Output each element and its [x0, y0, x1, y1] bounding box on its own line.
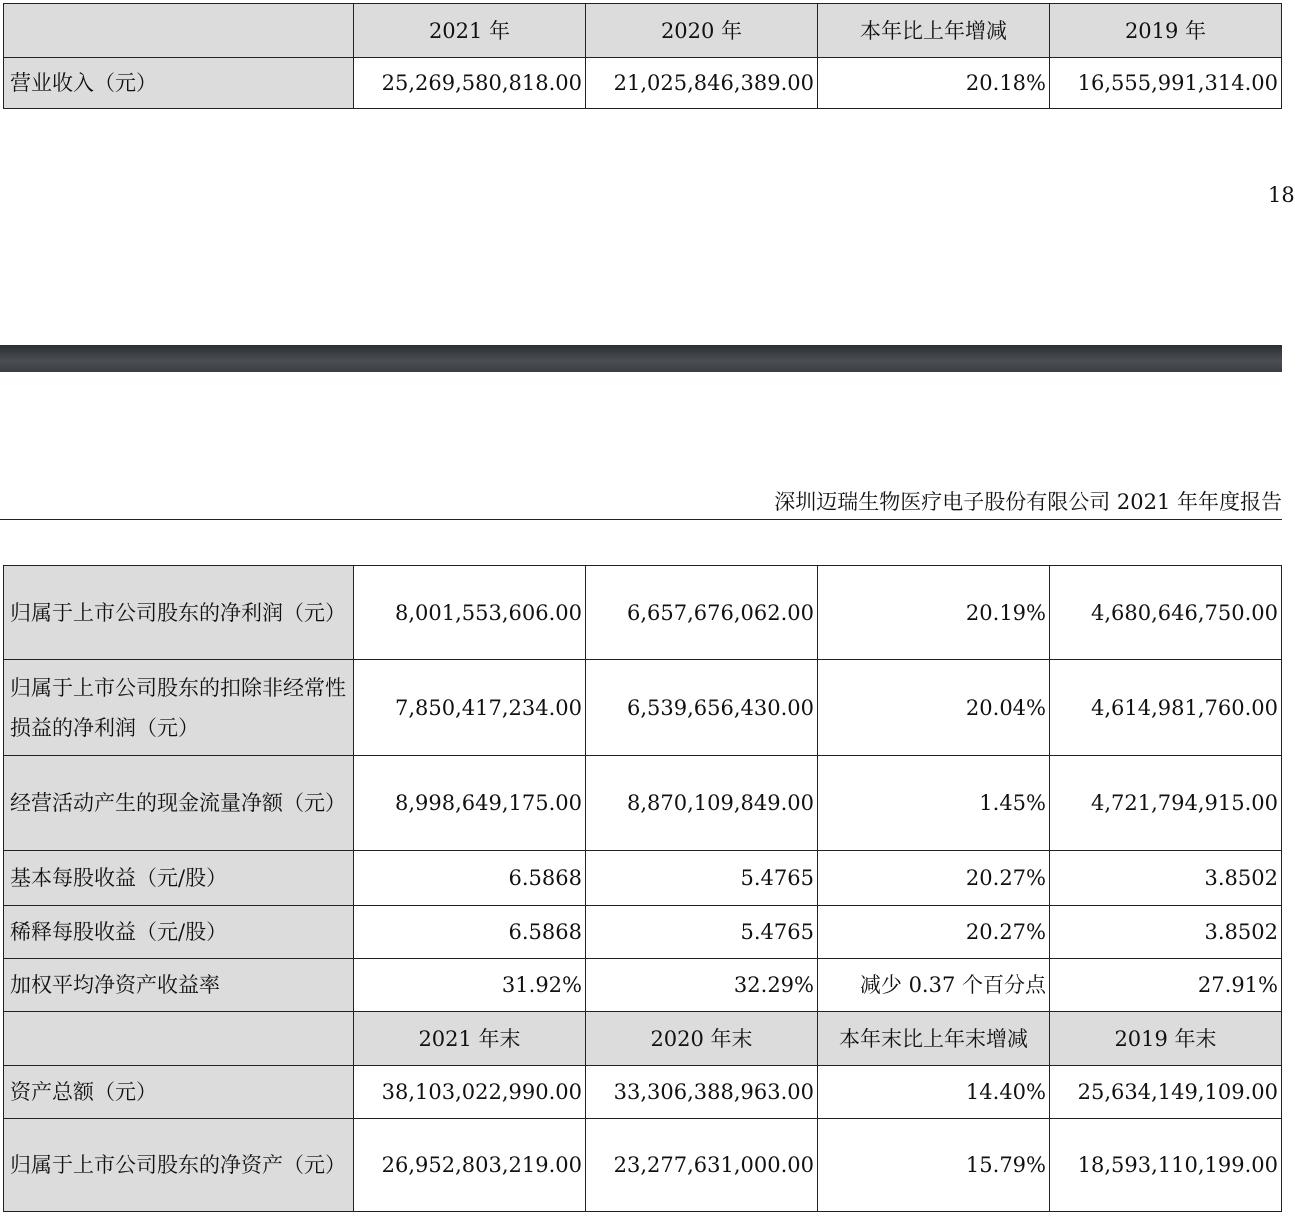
value-2020: 21,025,846,389.00 — [586, 58, 818, 109]
value-2021: 6.5868 — [354, 906, 586, 959]
value-2019: 16,555,991,314.00 — [1050, 58, 1282, 109]
value-2021: 38,103,022,990.00 — [354, 1066, 586, 1119]
value-2021: 8,001,553,606.00 — [354, 566, 586, 660]
header-2019: 2019 年 — [1050, 4, 1282, 58]
value-2020: 5.4765 — [586, 851, 818, 906]
row-label: 归属于上市公司股东的净资产（元） — [4, 1119, 354, 1212]
value-change: 1.45% — [818, 756, 1050, 851]
header-2021: 2021 年 — [354, 4, 586, 58]
value-change: 20.27% — [818, 906, 1050, 959]
value-2020: 33,306,388,963.00 — [586, 1066, 818, 1119]
row-label: 基本每股收益（元/股） — [4, 851, 354, 906]
value-change: 20.04% — [818, 660, 1050, 756]
table-row — [4, 566, 1282, 660]
row-label: 营业收入（元） — [4, 58, 354, 109]
header-2020-end: 2020 年末 — [586, 1012, 818, 1066]
value-2019: 4,614,981,760.00 — [1050, 660, 1282, 756]
value-2020: 5.4765 — [586, 906, 818, 959]
header-change: 本年比上年增减 — [818, 4, 1050, 58]
value-2020: 8,870,109,849.00 — [586, 756, 818, 851]
value-2021: 26,952,803,219.00 — [354, 1119, 586, 1212]
value-2020: 32.29% — [586, 959, 818, 1012]
value-change: 15.79% — [818, 1119, 1050, 1212]
financial-indicators-table — [3, 565, 1282, 1212]
value-2019: 4,680,646,750.00 — [1050, 566, 1282, 660]
table-row — [4, 1119, 1282, 1212]
value-2021: 31.92% — [354, 959, 586, 1012]
table-row — [4, 851, 1282, 906]
value-change: 20.27% — [818, 851, 1050, 906]
page-number: 18 — [1268, 183, 1295, 207]
row-label: 稀释每股收益（元/股） — [4, 906, 354, 959]
value-2019: 4,721,794,915.00 — [1050, 756, 1282, 851]
table-header-row — [4, 4, 1282, 58]
value-change: 20.19% — [818, 566, 1050, 660]
value-2020: 6,539,656,430.00 — [586, 660, 818, 756]
value-2020: 6,657,676,062.00 — [586, 566, 818, 660]
value-change: 减少 0.37 个百分点 — [818, 959, 1050, 1012]
value-2019: 27.91% — [1050, 959, 1282, 1012]
value-change: 20.18% — [818, 58, 1050, 109]
revenue-table — [3, 3, 1282, 109]
row-label: 加权平均净资产收益率 — [4, 959, 354, 1012]
row-label: 归属于上市公司股东的扣除非经常性损益的净利润（元） — [4, 660, 354, 756]
row-label: 资产总额（元） — [4, 1066, 354, 1119]
value-2019: 18,593,110,199.00 — [1050, 1119, 1282, 1212]
value-2021: 7,850,417,234.00 — [354, 660, 586, 756]
header-blank-cell — [4, 4, 354, 58]
report-header: 深圳迈瑞生物医疗电子股份有限公司 2021 年年度报告 — [774, 490, 1282, 514]
table-row — [4, 906, 1282, 959]
table-row — [4, 58, 1282, 109]
row-label: 归属于上市公司股东的净利润（元） — [4, 566, 354, 660]
value-2019: 3.8502 — [1050, 906, 1282, 959]
header-blank-cell — [4, 1012, 354, 1066]
table-row — [4, 756, 1282, 851]
header-2019-end: 2019 年末 — [1050, 1012, 1282, 1066]
value-2020: 23,277,631,000.00 — [586, 1119, 818, 1212]
table-row — [4, 660, 1282, 756]
table-row — [4, 959, 1282, 1012]
value-2021: 8,998,649,175.00 — [354, 756, 586, 851]
value-2019: 25,634,149,109.00 — [1050, 1066, 1282, 1119]
header-change-end: 本年末比上年末增减 — [818, 1012, 1050, 1066]
value-change: 14.40% — [818, 1066, 1050, 1119]
header-2020: 2020 年 — [586, 4, 818, 58]
row-label: 经营活动产生的现金流量净额（元） — [4, 756, 354, 851]
table-header-row — [4, 1012, 1282, 1066]
header-rule — [0, 519, 1282, 520]
page-divider — [0, 345, 1282, 372]
value-2019: 3.8502 — [1050, 851, 1282, 906]
table-row — [4, 1066, 1282, 1119]
value-2021: 6.5868 — [354, 851, 586, 906]
header-2021-end: 2021 年末 — [354, 1012, 586, 1066]
value-2021: 25,269,580,818.00 — [354, 58, 586, 109]
